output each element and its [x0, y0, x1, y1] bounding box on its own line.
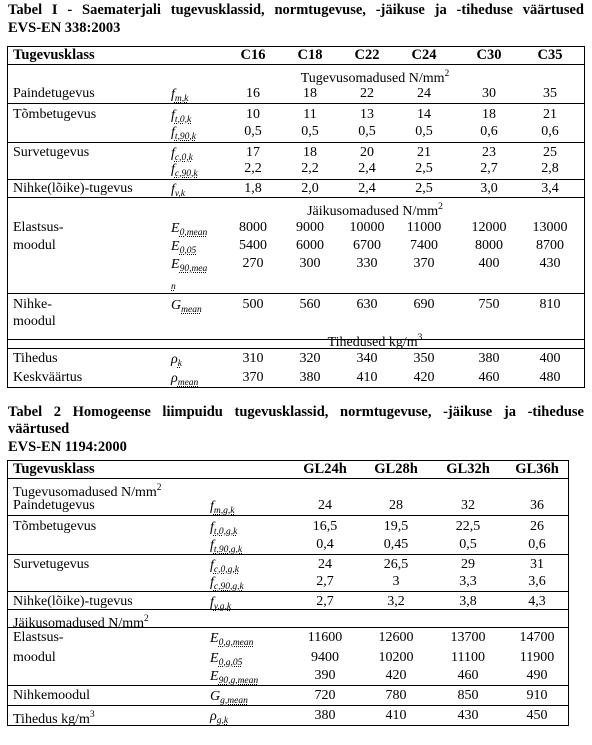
table1-cell: 380	[478, 351, 500, 366]
table1-cell: 18	[303, 145, 317, 160]
table1-cell: 630	[356, 297, 378, 312]
table1-cell: 14	[417, 107, 431, 122]
table1-cell: 560	[299, 297, 321, 312]
symbol-subscript: 0,05	[179, 246, 197, 256]
table1-row-label: Nihke-	[13, 297, 52, 312]
table1-cell: 300	[299, 256, 321, 271]
table1-cell: 24	[417, 86, 431, 101]
table2-title-line2: väärtused	[8, 421, 70, 437]
table1-cell: 8700	[536, 238, 564, 253]
table1-cell: 330	[356, 256, 378, 271]
table1-cell: 23	[482, 145, 496, 160]
table2-row-symbol	[210, 668, 258, 690]
table2-cell: 10200	[378, 650, 414, 665]
table2-cell: 450	[526, 708, 548, 723]
table1-row-label: Elastsus-	[13, 220, 64, 235]
table1-cell: 0,6	[541, 124, 559, 139]
unit-exponent: 2	[144, 614, 149, 624]
table-rule	[7, 515, 568, 516]
table2-header-label: Tugevusklass	[13, 461, 95, 477]
table2-class-header: GL28h	[374, 461, 418, 477]
symbol-subscript: m,g,k	[213, 506, 235, 516]
symbol-letter: ρ	[171, 352, 178, 367]
symbol-letter: E	[210, 631, 219, 646]
table1-row-symbol	[171, 256, 207, 278]
table2-class-header: GL24h	[303, 461, 347, 477]
table2-cell: 720	[314, 688, 336, 703]
table2-title-line3: EVS-EN 1194:2000	[8, 439, 127, 455]
symbol-letter: f	[171, 146, 175, 161]
table1-cell: 30	[482, 86, 496, 101]
table1-cell: 2,5	[415, 181, 433, 196]
table-rule	[7, 64, 584, 65]
table1-cell: 13000	[532, 220, 568, 235]
table1-title-line2: EVS-EN 338:2003	[8, 20, 121, 36]
symbol-letter: f	[210, 558, 214, 573]
symbol-subscript: 90,g,mean	[218, 676, 259, 686]
table-rule	[568, 460, 569, 726]
table1-cell: 2,8	[541, 161, 559, 176]
table1-cell: 2,0	[301, 181, 319, 196]
symbol-subscript: t,90,k	[174, 132, 196, 142]
table2-cell: 3,2	[387, 594, 405, 609]
symbol-subscript: v,k	[174, 189, 185, 199]
table1-class-header: C24	[411, 47, 437, 63]
table2-row-label: Paindetugevus	[13, 498, 95, 513]
table2-cell: 22,5	[455, 519, 481, 534]
symbol-subscript: c,90,g,k	[213, 582, 244, 592]
table2-cell: 3,3	[459, 574, 477, 589]
symbol-letter: f	[171, 108, 175, 123]
symbol-subscript: c,0,g,k	[213, 565, 239, 575]
table1-cell: 3,4	[541, 181, 559, 196]
table2-cell: 460	[457, 668, 479, 683]
table1-section-stiffness	[307, 199, 443, 220]
table1-cell: 16	[246, 86, 260, 101]
table1-cell: 11000	[406, 220, 442, 235]
table2-cell: 380	[314, 708, 336, 723]
symbol-letter: ρ	[171, 371, 178, 386]
table1-section-density	[328, 330, 423, 351]
table2-cell: 410	[385, 708, 407, 723]
table1-cell: 400	[539, 351, 561, 366]
table2-cell: 3,8	[459, 594, 477, 609]
table-rule	[7, 478, 568, 479]
table1-cell: 410	[356, 370, 378, 385]
table2-row-symbol	[210, 537, 242, 559]
table2-cell: 13700	[450, 630, 486, 645]
unit-exponent: 3	[89, 710, 95, 720]
table2-cell: 26	[530, 519, 544, 534]
table1-row-label: moodul	[13, 238, 56, 253]
table-rule	[7, 142, 584, 143]
table2-cell: 4,3	[528, 594, 546, 609]
table1-cell: 21	[417, 145, 431, 160]
table-rule	[7, 460, 8, 726]
table1-row-label: Survetugevus	[13, 145, 90, 160]
symbol-letter: E	[171, 257, 180, 272]
symbol-letter: f	[171, 162, 175, 177]
table2-cell: 28	[389, 498, 403, 513]
symbol-subscript: k	[177, 359, 182, 369]
table2-row-symbol	[210, 498, 234, 520]
table2-cell: 14700	[519, 630, 555, 645]
table-rule	[7, 293, 584, 294]
table1-title-line1: Tabel I - Saematerjali tugevusklassid, normtugevuse, -jäikuse ja -tiheduse väärtused	[8, 2, 584, 18]
table1-cell: 0,5	[358, 124, 376, 139]
table1-row-symbol	[171, 124, 196, 146]
table1-cell: 22	[360, 86, 374, 101]
table2-cell: 910	[526, 688, 548, 703]
symbol-letter: f	[171, 182, 175, 197]
table1-row-symbol	[171, 274, 176, 296]
table1-cell: 420	[413, 370, 435, 385]
table-rule	[7, 197, 584, 198]
table1-row-label: Paindetugevus	[13, 86, 95, 101]
symbol-letter: E	[171, 239, 180, 254]
table2-cell: 24	[318, 557, 332, 572]
table1-header-label: Tugevusklass	[13, 47, 95, 63]
symbol-letter: ρ	[210, 709, 217, 724]
table2-cell: 0,4	[316, 537, 334, 552]
table1-cell: 2,7	[480, 161, 498, 176]
table1-cell: 13	[360, 107, 374, 122]
table2-cell: 0,5	[459, 537, 477, 552]
symbol-letter: G	[210, 689, 221, 704]
table1-cell: 25	[543, 145, 557, 160]
table1-class-header: C16	[240, 47, 266, 63]
symbol-subscript: mean	[177, 378, 199, 388]
table1-cell: 12000	[471, 220, 507, 235]
table1-cell: 320	[299, 351, 321, 366]
table2-cell: 2,7	[316, 594, 334, 609]
symbol-subscript: c,90,k	[174, 169, 198, 179]
table2-cell: 19,5	[383, 519, 409, 534]
symbol-subscript: v,g,k	[213, 602, 232, 612]
table1-class-header: C30	[476, 47, 502, 63]
table1-cell: 21	[543, 107, 557, 122]
symbol-letter: E	[171, 221, 180, 236]
table2-cell: 26,5	[383, 557, 409, 572]
symbol-letter: f	[210, 538, 214, 553]
table2-title-line1: Tabel 2 Homogeense liimpuidu tugevusklassid, normtugevuse, -jäikuse ja -tiheduse	[8, 404, 584, 420]
table1-cell: 2,5	[415, 161, 433, 176]
table1-cell: 6700	[353, 238, 381, 253]
table2-cell: 780	[385, 688, 407, 703]
table2-class-header: GL32h	[446, 461, 490, 477]
table1-cell: 35	[543, 86, 557, 101]
symbol-letter: E	[210, 651, 219, 666]
symbol-subscript: g,k	[216, 716, 229, 726]
symbol-subscript: g,mean	[220, 696, 248, 706]
table1-cell: 350	[413, 351, 435, 366]
table2-cell: 2,7	[316, 574, 334, 589]
table1-cell: 18	[303, 86, 317, 101]
table2-cell: 0,45	[383, 537, 409, 552]
table1-cell: 0,5	[244, 124, 262, 139]
table-rule	[7, 103, 584, 104]
table1-row-label: Tõmbetugevus	[13, 107, 97, 122]
table1-cell: 2,2	[244, 161, 262, 176]
symbol-letter: G	[171, 298, 182, 313]
symbol-subscript: t,0,k	[174, 115, 192, 125]
table2-cell: 29	[461, 557, 475, 572]
table1-cell: 810	[539, 297, 561, 312]
table1-row-symbol	[171, 297, 202, 319]
table-rule	[7, 46, 8, 388]
symbol-letter: f	[210, 520, 214, 535]
table2-section-stiffness	[13, 611, 149, 632]
table2-cell: 430	[457, 708, 479, 723]
table2-cell: 9400	[311, 650, 339, 665]
table1-cell: 340	[356, 351, 378, 366]
table2-cell: 32	[461, 498, 475, 513]
table1-row-symbol	[171, 181, 185, 203]
table2-row-label: moodul	[13, 650, 56, 665]
table1-cell: 9000	[296, 220, 324, 235]
table1-cell: 480	[539, 370, 561, 385]
table2-cell: 0,6	[528, 537, 546, 552]
table2-cell: 490	[526, 668, 548, 683]
table1-row-label: Nihke(lõike)-tugevus	[13, 181, 133, 196]
symbol-letter: f	[210, 499, 214, 514]
table1-cell: 380	[299, 370, 321, 385]
table1-cell: 370	[413, 256, 435, 271]
table-rule	[7, 387, 585, 388]
table1-cell: 400	[478, 256, 500, 271]
table2-cell: 3,6	[528, 574, 546, 589]
table1-row-label: Tihedus	[13, 351, 58, 366]
table1-cell: 2,4	[358, 161, 376, 176]
symbol-subscript: c,0,k	[174, 153, 193, 163]
table2-cell: 16,5	[312, 519, 338, 534]
table2-cell: 24	[318, 498, 332, 513]
table1-cell: 7400	[410, 238, 438, 253]
row-label-text: Tihedus kg/m	[13, 712, 90, 727]
table2-cell: 11900	[519, 650, 555, 665]
section-text: Jäikusomadused N/mm	[307, 204, 439, 219]
table1-cell: 310	[242, 351, 264, 366]
table-rule	[7, 554, 568, 555]
table1-cell: 11	[303, 107, 317, 122]
table2-row-label: Nihke(lõike)-tugevus	[13, 594, 133, 609]
table2-row-label: Tõmbetugevus	[13, 519, 97, 534]
table2-row-symbol	[210, 594, 231, 616]
table1-row-symbol	[171, 86, 188, 108]
table1-cell: 10000	[349, 220, 385, 235]
table1-class-header: C22	[354, 47, 380, 63]
table2-cell: 31	[530, 557, 544, 572]
table1-cell: 10	[246, 107, 260, 122]
table1-cell: 3,0	[480, 181, 498, 196]
table1-cell: 0,5	[301, 124, 319, 139]
table2-cell: 11100	[451, 650, 485, 665]
table2-cell: 36	[530, 498, 544, 513]
table1-row-symbol	[171, 161, 198, 183]
table1-cell: 0,5	[415, 124, 433, 139]
table1-cell: 0,6	[480, 124, 498, 139]
table1-row-label: Keskväärtus	[13, 370, 83, 385]
table1-cell: 18	[482, 107, 496, 122]
table2-cell: 3	[392, 574, 400, 589]
table1-cell: 2,2	[301, 161, 319, 176]
section-text: Jäikusomadused N/mm	[13, 616, 145, 631]
table2-row-label: Survetugevus	[13, 557, 90, 572]
table2-row-symbol	[210, 708, 228, 730]
table2-row-symbol	[210, 688, 248, 710]
section-text: Tihedused kg/m	[327, 335, 418, 350]
table1-cell: 270	[242, 256, 264, 271]
table2-cell: 420	[385, 668, 407, 683]
table1-cell: 1,8	[244, 181, 262, 196]
table1-cell: 370	[242, 370, 264, 385]
table2-row-symbol	[210, 630, 253, 652]
unit-exponent: 2	[444, 69, 450, 79]
symbol-letter: f	[210, 595, 214, 610]
unit-exponent: 3	[417, 333, 423, 343]
table1-class-header: C18	[297, 47, 323, 63]
table2-cell: 12600	[378, 630, 414, 645]
table-rule	[7, 348, 584, 349]
table-rule	[7, 339, 584, 340]
table1-cell: 690	[413, 297, 435, 312]
table2-row-label: Elastsus-	[13, 630, 64, 645]
table1-cell: 8000	[239, 220, 267, 235]
table1-cell: 2,4	[358, 181, 376, 196]
table1-cell: 500	[242, 297, 264, 312]
symbol-letter: f	[210, 575, 214, 590]
symbol-letter: f	[171, 87, 175, 102]
table1-class-header: C35	[537, 47, 563, 63]
symbol-letter: E	[210, 669, 219, 684]
table2-row-symbol	[210, 574, 244, 596]
table1-row-label: moodul	[13, 314, 56, 329]
symbol-subscript: 0,g,05	[218, 658, 243, 668]
table2-row-label	[13, 707, 95, 728]
table1-cell: 5400	[239, 238, 267, 253]
symbol-subscript: 90,mea	[179, 264, 208, 274]
table-rule	[7, 591, 568, 592]
symbol-subscript: 0,g,mean	[218, 638, 254, 648]
table2-row-label: Nihkemoodul	[13, 688, 90, 703]
symbol-subscript: t,90,g,k	[213, 545, 243, 555]
section-text: Tugevusomadused N/mm	[13, 485, 157, 500]
table1-cell: 8000	[475, 238, 503, 253]
table1-row-symbol	[171, 370, 198, 392]
table2-cell: 390	[314, 668, 336, 683]
table2-cell: 11600	[307, 630, 343, 645]
table2-class-header: GL36h	[515, 461, 559, 477]
symbol-subscript: t,0,g,k	[213, 527, 238, 537]
section-text: Tugevusomadused N/mm	[300, 71, 445, 86]
symbol-subscript: 0,mean	[179, 228, 208, 238]
table1-cell: 750	[478, 297, 500, 312]
table1-cell: 20	[360, 145, 374, 160]
symbol-subscript: mean	[181, 305, 202, 315]
unit-exponent: 2	[438, 202, 443, 212]
symbol-subscript: n	[171, 282, 176, 292]
table2-cell: 850	[457, 688, 479, 703]
table1-cell: 430	[539, 256, 561, 271]
table-rule	[7, 705, 568, 706]
table1-section-strength	[301, 66, 450, 87]
table1-cell: 17	[246, 145, 260, 160]
symbol-letter: f	[171, 125, 175, 140]
table-rule	[584, 46, 585, 388]
table1-cell: 6000	[296, 238, 324, 253]
table1-cell: 460	[478, 370, 500, 385]
symbol-subscript: m,k	[174, 94, 189, 104]
unit-exponent: 2	[156, 483, 162, 493]
table-rule	[7, 685, 568, 686]
